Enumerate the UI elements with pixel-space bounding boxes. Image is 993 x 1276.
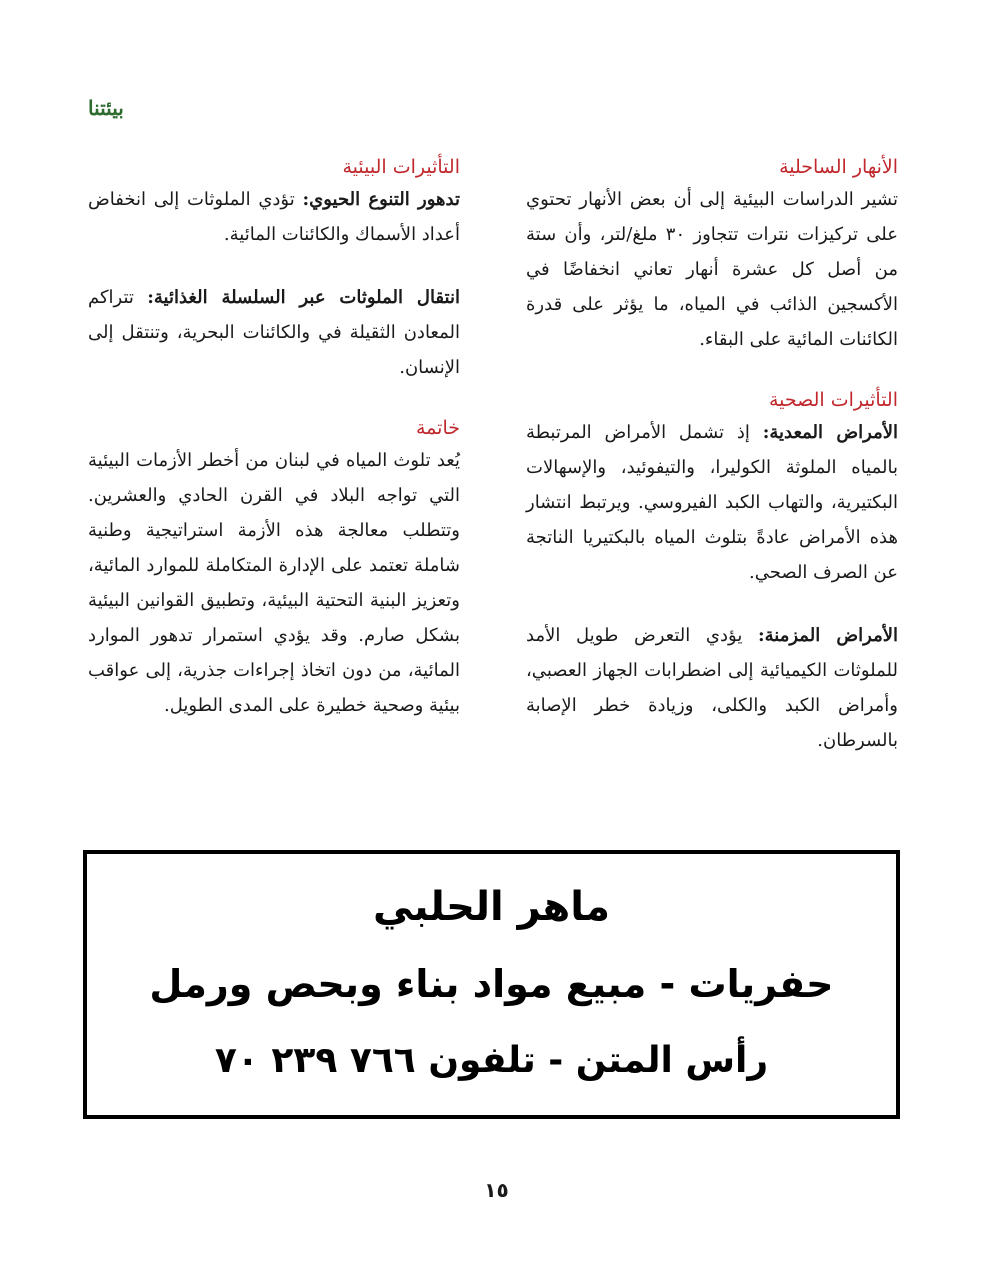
food-chain-text: تتراكم المعادن الثقيلة في والكائنات البحرية، وتنتقل إلى الإنسان. (88, 287, 460, 378)
page-number: ١٥ (484, 1178, 509, 1202)
food-chain-paragraph (88, 280, 460, 385)
biodiversity-text: تؤدي الملوثات إلى انخفاض أعداد الأسماك والكائنات المائية. (88, 189, 460, 245)
right-column (526, 152, 898, 758)
food-chain-label: انتقال الملوثات عبر السلسلة الغذائية: (147, 287, 460, 308)
coastal-rivers-heading: الأنهار الساحلية (779, 156, 898, 178)
environmental-effects-heading: التأثيرات البيئية (342, 156, 460, 178)
advertiser-services: حفريات - مبيع مواد بناء وبحص ورمل (149, 962, 834, 1006)
biodiversity-paragraph (88, 182, 460, 252)
infectious-diseases-paragraph (526, 415, 898, 590)
magazine-brand: بيئتنا (88, 96, 124, 120)
chronic-diseases-text: يؤدي التعرض طويل الأمد للملوثات الكيميائية إلى اضطرابات الجهاز العصبي، وأمراض الكبد والكلى، وزيادة خطر الإصابة بالسرطان. (526, 625, 898, 751)
infectious-diseases-text: إذ تشمل الأمراض المرتبطة بالمياه الملوثة الكوليرا، والتيفوئيد، والإسهالات البكتيرية، والتهاب الكبد الفيروسي. ويرتبط انتشار هذه الأمراض عادةً بتلوث المياه بالبكتيريا الناتجة عن الصرف الصحي. (526, 422, 898, 583)
coastal-rivers-paragraph: تشير الدراسات البيئية إلى أن بعض الأنهار تحتوي على تركيزات نترات تتجاوز ٣٠ ملغ/لتر، وأن ستة من أصل كل عشرة أنهار تعاني انخفاضًا في الأكسجين الذائب في المياه، ما يؤثر على قدرة الكائنات المائية على البقاء. (526, 189, 898, 350)
biodiversity-label: تدهور التنوع الحيوي: (302, 189, 460, 210)
infectious-diseases-label: الأمراض المعدية: (762, 422, 899, 443)
conclusion-paragraph: يُعد تلوث المياه في لبنان من أخطر الأزمات البيئية التي تواجه البلاد في القرن الحادي والعشرين. وتتطلب معالجة هذه الأزمة استراتيجية وطنية شاملة تعتمد على الإدارة المتكاملة للموارد المائية، وتعزيز البنية التحتية البيئية، وتطبيق القوانين البيئية بشكل صارم. وقد يؤدي استمرار تدهور الموارد المائية، من دون اتخاذ إجراءات جذرية، إلى عواقب بيئية وصحية خطيرة على المدى الطويل. (88, 450, 460, 716)
advertisement-box (83, 850, 900, 1119)
conclusion-heading: خاتمة (416, 417, 460, 439)
advertiser-contact: رأس المتن - تلفون ٧٦٦ ٢٣٩ ٧٠ (214, 1040, 769, 1081)
chronic-diseases-paragraph (526, 618, 898, 758)
advertiser-name: ماهر الحلبي (372, 884, 610, 930)
health-effects-heading: التأثيرات الصحية (768, 389, 898, 411)
chronic-diseases-label: الأمراض المزمنة: (758, 625, 899, 646)
left-column (88, 152, 460, 723)
